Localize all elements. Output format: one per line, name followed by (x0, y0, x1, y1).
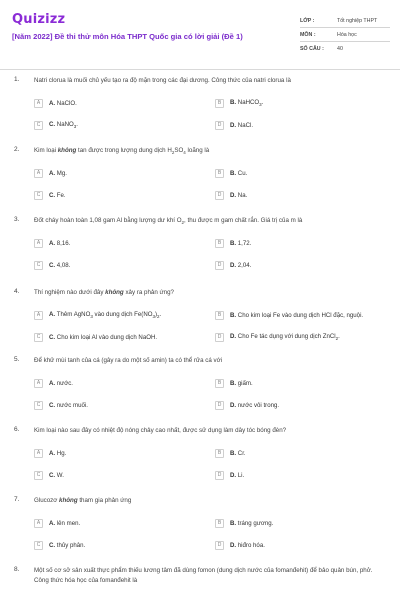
option-a[interactable] (34, 376, 73, 390)
option-text: A. Mg. (49, 169, 67, 177)
option-text: D. 2,04. (230, 261, 252, 269)
option-b[interactable] (215, 376, 253, 390)
option-text: C. thủy phân. (49, 541, 86, 549)
question-text: Natri clorua là muối chủ yếu tạo ra độ mặn trong các đại dương. Công thức của natri clorua là (34, 77, 291, 84)
option-letter-box: C (34, 401, 43, 410)
question-text (34, 496, 384, 506)
option-b[interactable] (215, 308, 363, 322)
option-letter-box: C (34, 471, 43, 480)
option-text: D. Na. (230, 191, 248, 199)
meta-value: 40 (337, 46, 343, 52)
option-text: A. 8,16. (49, 239, 71, 247)
quizizz-logo: Quizizz (12, 12, 66, 27)
option-text: A. Thêm AgNO$_3$ vào dung dịch $Fe(NO_3)_2$. (49, 310, 162, 320)
option-b[interactable] (215, 516, 273, 530)
meta-label: LỚP : (300, 17, 315, 24)
option-letter-box: D (215, 541, 224, 550)
question-text: Kim loại nào sau đây có nhiệt độ nóng chảy cao nhất, được sử dụng làm dây tóc bóng đèn? (34, 427, 287, 434)
question-text: Để khử mùi tanh của cá (gây ra do một số amin) ta có thể rửa cá với (34, 357, 223, 364)
question-text-part: Glucozơ (34, 497, 60, 504)
option-letter-box: C (34, 121, 43, 130)
option-c[interactable] (34, 258, 70, 272)
question-number: 1. (14, 76, 20, 83)
meta-row-count (300, 42, 390, 56)
option-letter-box: B (215, 99, 224, 108)
question-number: 6. (14, 426, 20, 433)
option-letter-box: D (215, 261, 224, 270)
option-text: D. Li. (230, 471, 245, 479)
question-text-emphasis: không (57, 147, 77, 154)
option-c[interactable] (34, 330, 157, 344)
question-text: Đốt cháy hoàn toàn 1,08 gam Al bằng lượng dư khí $O_2$, thu được m gam chất rắn. Giá trị của m là (34, 217, 303, 226)
question-text: Một số cơ sở sản xuất thực phẩm thiếu lương tâm đã dùng fomon (dung dịch nước của fomanđehit) để bảo quản bún, phở. Công thức hóa học của fomanđehit là (34, 567, 373, 584)
option-d[interactable] (215, 468, 244, 482)
question-text (34, 288, 384, 298)
option-text: B. Cho kim loại Fe vào dung dịch HCl đặc, nguội. (230, 311, 364, 319)
option-a[interactable] (34, 236, 70, 250)
option-a[interactable] (34, 96, 77, 110)
question-text-part: tham gia phản ứng (77, 497, 132, 504)
option-text: C. 4,08. (49, 261, 71, 269)
option-a[interactable] (34, 516, 80, 530)
option-a[interactable] (34, 446, 66, 460)
worksheet-title: [Năm 2022] Đề thi thử môn Hóa THPT Quốc gia có lời giải (Đề 1) (12, 32, 243, 41)
option-a[interactable] (34, 166, 67, 180)
option-letter-box: C (34, 541, 43, 550)
meta-value: Tốt nghiệp THPT (337, 17, 378, 24)
option-letter-box: D (215, 191, 224, 200)
option-text: C. W. (49, 471, 64, 479)
meta-label: SỐ CÂU : (300, 46, 324, 52)
question-number: 5. (14, 356, 20, 363)
question-text (34, 146, 384, 158)
option-letter-box: C (34, 333, 43, 342)
option-letter-box: A (34, 169, 43, 178)
option-letter-box: B (215, 169, 224, 178)
meta-row-subject (300, 28, 390, 42)
option-d[interactable] (215, 538, 265, 552)
question-text-part: tan được trong lượng dung dịch $H_2SO_4$ loãng là (76, 147, 210, 156)
option-text: B. 1,72. (230, 239, 252, 247)
option-letter-box: A (34, 379, 43, 388)
option-c[interactable] (34, 398, 88, 412)
option-text: C. Fe. (49, 191, 66, 199)
option-c[interactable] (34, 468, 64, 482)
question-number: 8. (14, 566, 20, 573)
worksheet-header (0, 0, 400, 70)
option-text: D. hiđro hóa. (230, 541, 265, 549)
option-text: B. NaHCO$_3$. (230, 98, 264, 108)
option-letter-box: D (215, 333, 224, 342)
option-letter-box: D (215, 121, 224, 130)
option-letter-box: B (215, 519, 224, 528)
option-letter-box: B (215, 311, 224, 320)
option-b[interactable] (215, 166, 247, 180)
option-text: A. NaClO. (49, 99, 77, 107)
question-number: 3. (14, 216, 20, 223)
option-text: B. Cr. (230, 449, 246, 457)
option-letter-box: D (215, 471, 224, 480)
option-letter-box: A (34, 519, 43, 528)
option-b[interactable] (215, 236, 251, 250)
option-b[interactable] (215, 96, 263, 110)
option-letter-box: A (34, 449, 43, 458)
worksheet-meta (300, 14, 390, 56)
option-b[interactable] (215, 446, 246, 460)
option-c[interactable] (34, 538, 85, 552)
option-d[interactable] (215, 188, 247, 202)
question-text-part: Kim loại (34, 147, 58, 154)
question-text-part: Thí nghiệm nào dưới đây (34, 289, 106, 296)
option-text: A. nước. (49, 379, 74, 387)
option-letter-box: A (34, 99, 43, 108)
option-letter-box: C (34, 261, 43, 270)
option-text: C. NaNO$_3$. (49, 120, 78, 130)
option-c[interactable] (34, 188, 66, 202)
option-d[interactable] (215, 398, 279, 412)
option-text: A. Hg. (49, 449, 67, 457)
option-letter-box: D (215, 401, 224, 410)
question-number: 2. (14, 146, 20, 153)
option-text: A. lên men. (49, 519, 81, 527)
option-letter-box: B (215, 379, 224, 388)
meta-label: MÔN : (300, 31, 316, 38)
option-letter-box: A (34, 239, 43, 248)
option-text: D. Cho Fe tác dụng với dung dịch ZnCl$_2$. (230, 332, 340, 342)
question-text-emphasis: không (59, 497, 78, 504)
header-divider (0, 69, 400, 70)
option-a[interactable] (34, 308, 161, 322)
meta-value: Hóa học (337, 31, 357, 38)
option-text: B. tráng gương. (230, 519, 274, 527)
option-d[interactable] (215, 118, 253, 132)
option-letter-box: B (215, 239, 224, 248)
option-d[interactable] (215, 330, 340, 344)
option-text: B. Cu. (230, 169, 248, 177)
option-text: B. giấm. (230, 379, 253, 387)
option-letter-box: C (34, 191, 43, 200)
option-letter-box: A (34, 311, 43, 320)
question-text-emphasis: không (105, 289, 124, 296)
option-letter-box: B (215, 449, 224, 458)
option-text: D. NaCl. (230, 121, 254, 129)
option-text: C. nước muối. (49, 401, 88, 409)
option-text: C. Cho kim loại Al vào dung dịch NaOH. (49, 333, 158, 341)
question-text-part: xảy ra phản ứng? (123, 289, 174, 296)
question-number: 4. (14, 288, 20, 295)
meta-row-class (300, 14, 390, 28)
option-text: D. nước vôi trong. (230, 401, 280, 409)
option-c[interactable] (34, 118, 78, 132)
question-number: 7. (14, 496, 20, 503)
option-d[interactable] (215, 258, 251, 272)
